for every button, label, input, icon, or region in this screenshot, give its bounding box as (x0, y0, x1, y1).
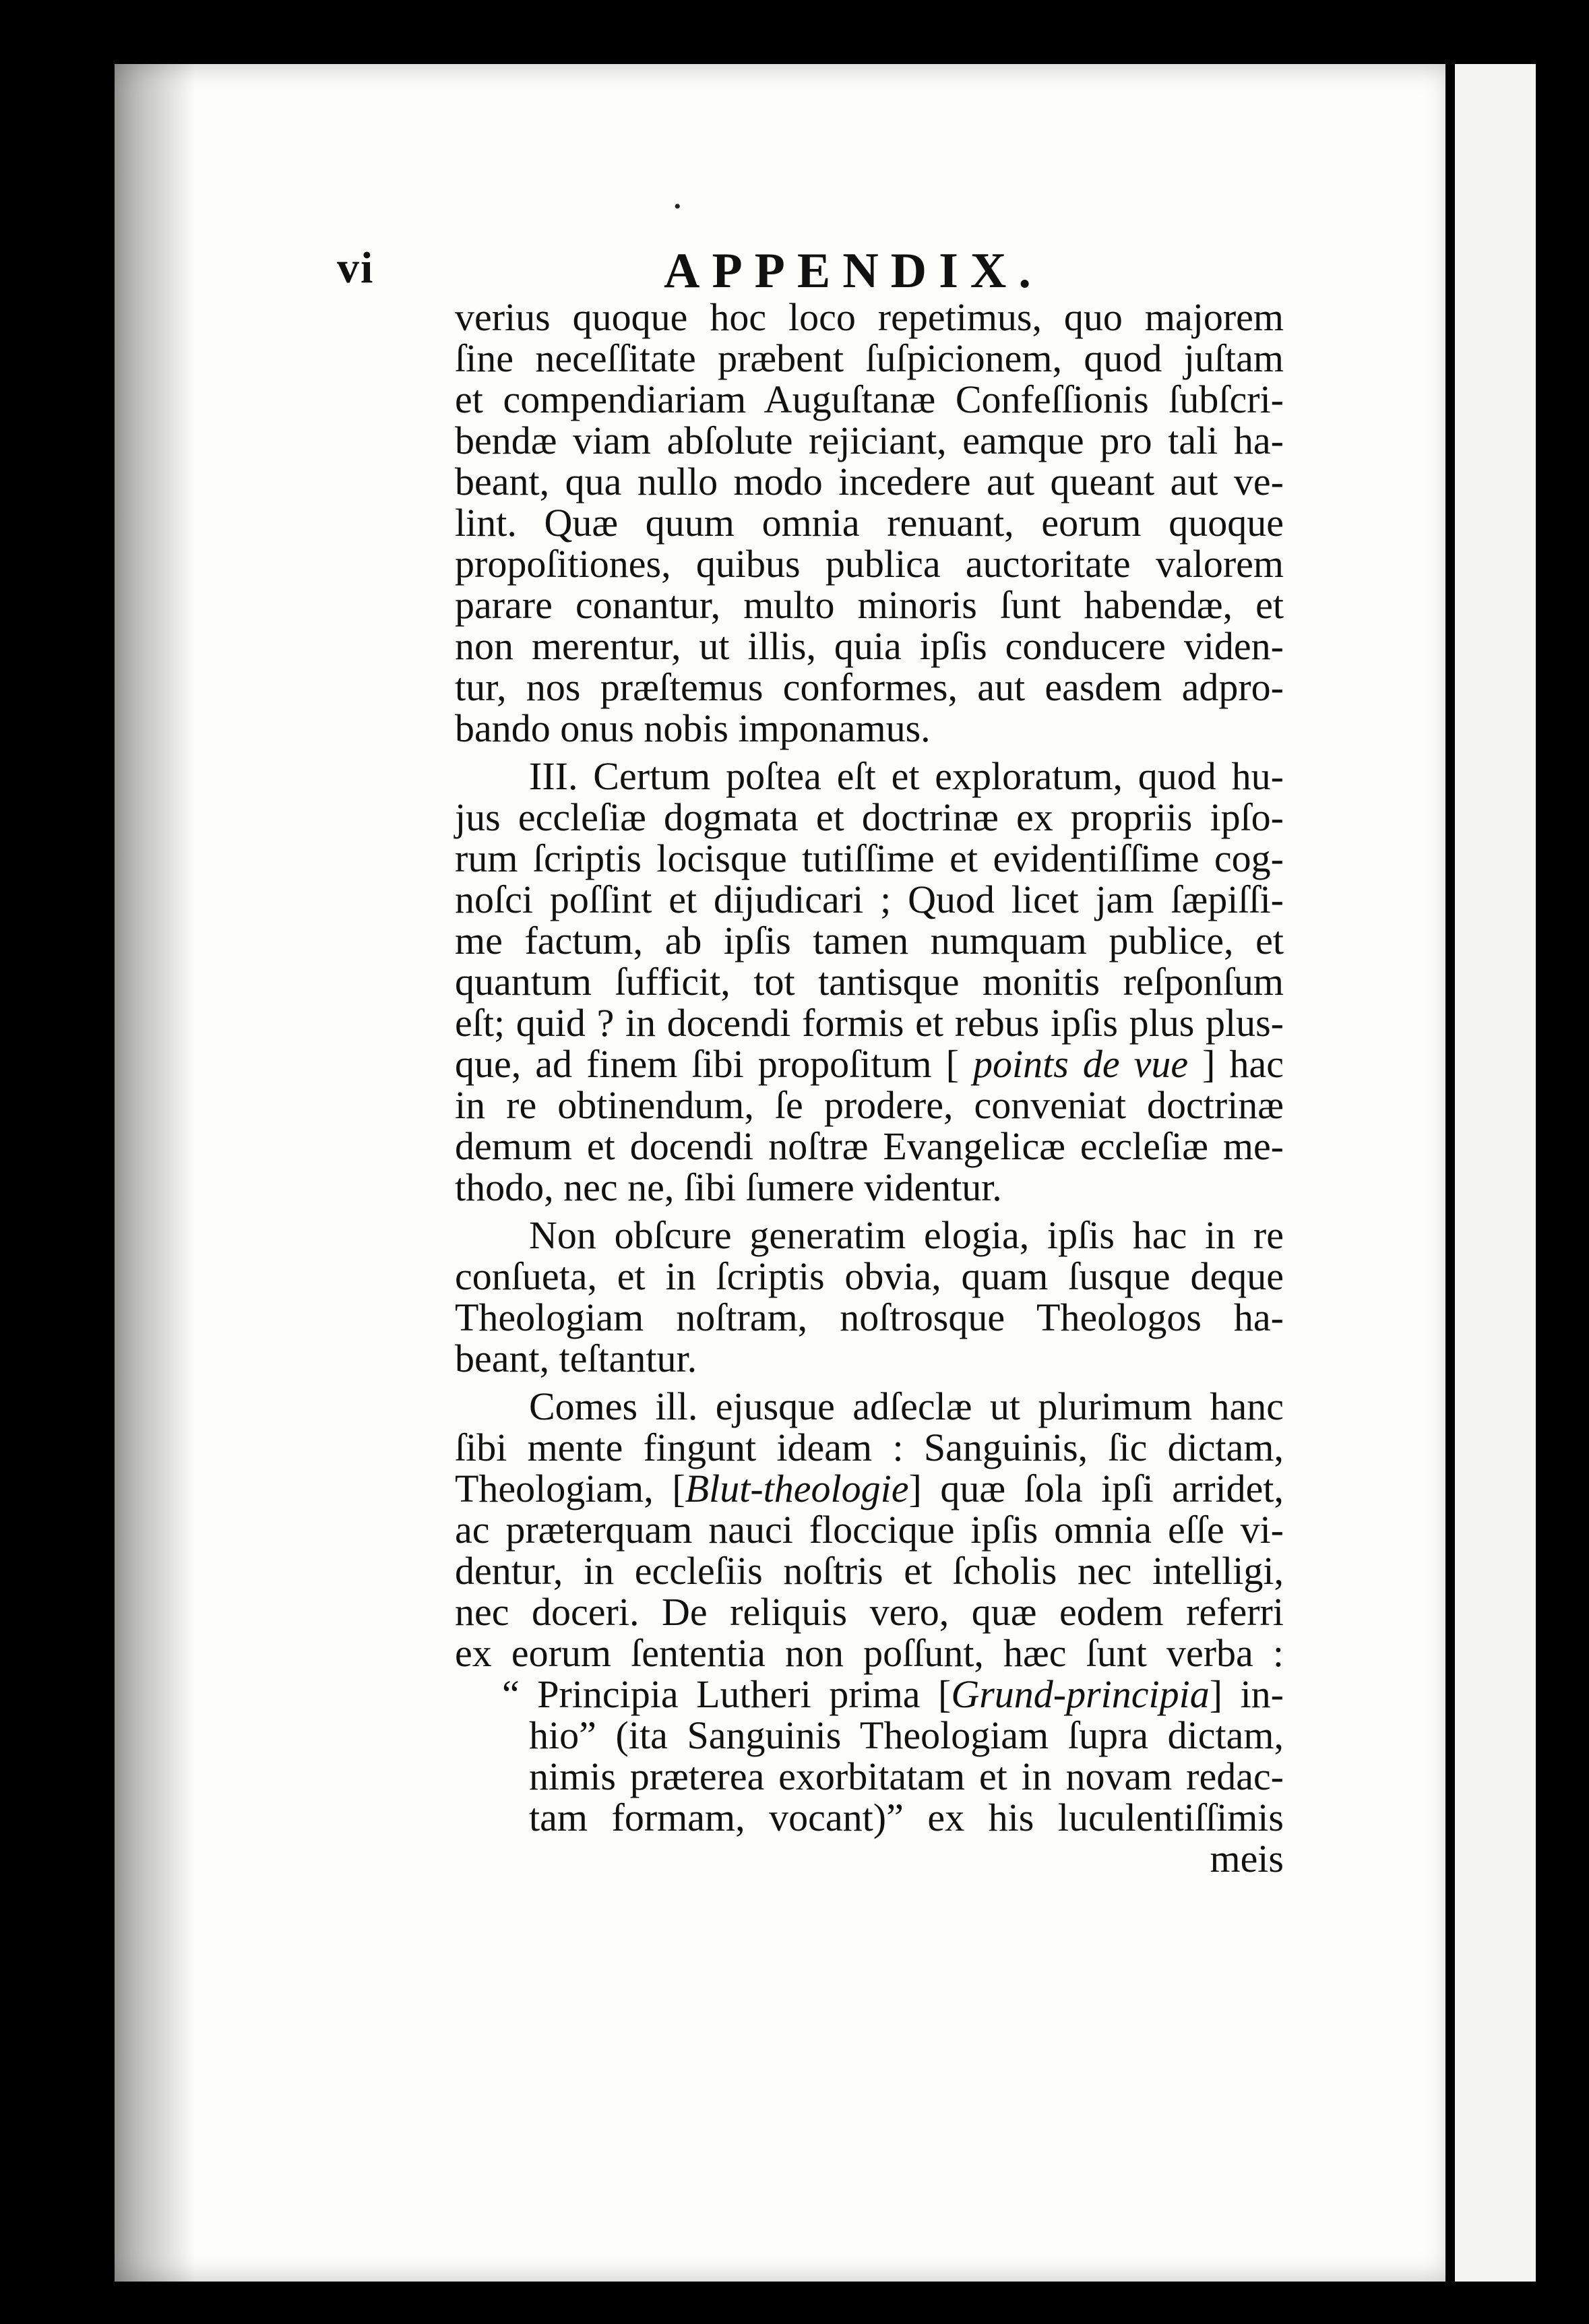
text-line: verius quoque hoc loco repetimus, quo majorem (455, 295, 1284, 339)
text-line: Non obſcure generatim elogia, ipſis hac in re (529, 1213, 1284, 1257)
text-line: conſueta, et in ſcriptis obvia, quam ſusque deque (455, 1254, 1284, 1298)
quote-line: nimis præterea exorbitatam et in novam redac- (529, 1754, 1284, 1798)
quote-line: hio” (ita Sanguinis Theologiam ſupra dictam, (529, 1713, 1284, 1757)
text-line: bando onus nobis imponamus. (455, 706, 931, 750)
text-line: thodo, nec ne, ſibi ſumere videntur. (455, 1165, 1002, 1209)
text-line-with-italic (455, 1468, 1284, 1509)
text-line: nec doceri. De reliquis vero, quæ eodem referri (455, 1590, 1284, 1634)
text-line: III. Certum poſtea eſt et exploratum, quod hu- (529, 754, 1284, 798)
text-line-with-italic (455, 1043, 1284, 1084)
text-segment: ] quæ ſola ipſi arridet, (908, 1467, 1284, 1510)
catchword: meis (1210, 1837, 1284, 1880)
text-line: dentur, in eccleſiis noſtris et ſcholis nec intelligi, (455, 1549, 1284, 1593)
text-line: Comes ill. ejusque adſeclæ ut plurimum hanc (529, 1384, 1284, 1428)
italic-phrase: Grund-principia (951, 1672, 1210, 1716)
text-line: rum ſcriptis locisque tutiſſime et evidentiſſime cog- (455, 836, 1284, 880)
text-line: ſibi mente fingunt ideam : Sanguinis, ſic dictam, (455, 1426, 1284, 1469)
text-line: jus eccleſiæ dogmata et doctrinæ ex propriis ipſo- (455, 795, 1284, 839)
text-segment: ] in- (1209, 1672, 1284, 1716)
running-title: APPENDIX. (664, 243, 1043, 299)
text-line: me factum, ab ipſis tamen numquam publice, et (455, 919, 1284, 962)
quote-line-with-italic (455, 1674, 1284, 1715)
text-line: quantum ſufficit, tot tantisque monitis reſponſum (455, 960, 1284, 1004)
text-segment: “ Principia Lutheri prima [ (502, 1672, 952, 1716)
text-line: lint. Quæ quum omnia renuant, eorum quoque (455, 501, 1284, 545)
text-line: bendæ viam abſolute rejiciant, eamque pro tali ha- (455, 419, 1284, 462)
text-line: in re obtinendum, ſe prodere, conveniat doctrinæ (455, 1083, 1284, 1127)
text-line: ac præterquam nauci floccique ipſis omnia eſſe vi- (455, 1508, 1284, 1552)
text-line: ex eorum ſententia non poſſunt, hæc ſunt verba : (455, 1631, 1284, 1675)
text-line: Theologiam noſtram, noſtrosque Theologos ha- (455, 1295, 1284, 1339)
page-number: vi (337, 243, 375, 293)
facing-page-edge (1445, 64, 1536, 2282)
text-segment: que, ad finem ſibi propoſitum [ (455, 1042, 973, 1086)
text-segment: ] hac (1188, 1042, 1284, 1086)
text-line: beant, teſtantur. (455, 1337, 697, 1380)
text-segment: Theologiam, [ (455, 1467, 685, 1510)
italic-phrase: Blut-theologie (685, 1467, 909, 1510)
text-line: propoſitiones, quibus publica auctoritate valorem (455, 542, 1284, 586)
text-line: ſine neceſſitate præbent ſuſpicionem, quod juſtam (455, 336, 1284, 380)
text-line: eſt; quid ? in docendi formis et rebus ipſis plus plus- (455, 1001, 1284, 1045)
text-line: tur, nos præſtemus conformes, aut easdem adpro- (455, 665, 1284, 709)
quote-line: tam formam, vocant)” ex his luculentiſſimis (529, 1796, 1284, 1839)
printers-mark: • (674, 195, 681, 218)
text-line: noſci poſſint et dijudicari ; Quod licet jam ſæpiſſi- (455, 878, 1284, 921)
text-line: et compendiariam Auguſtanæ Confeſſionis ſubſcri- (455, 377, 1284, 421)
text-line: non merentur, ut illis, quia ipſis conducere viden- (455, 624, 1284, 668)
page-body (455, 297, 1284, 1879)
italic-phrase: points de vue (972, 1042, 1189, 1086)
text-line: beant, qua nullo modo incedere aut queant aut ve- (455, 460, 1284, 503)
text-line: parare conantur, multo minoris ſunt habendæ, et (455, 583, 1284, 627)
text-line: demum et docendi noſtræ Evangelicæ eccleſiæ me- (455, 1124, 1284, 1168)
